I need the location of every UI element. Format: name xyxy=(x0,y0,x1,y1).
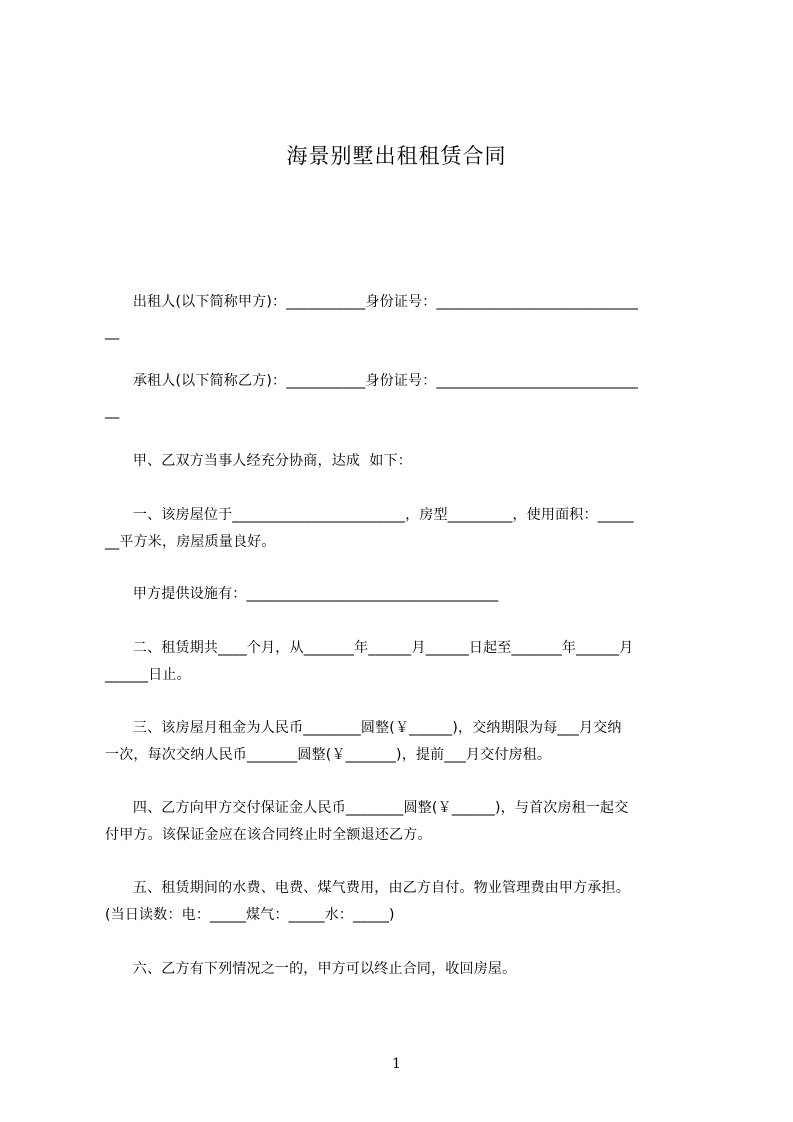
clause-5-line-2: (当日读数：电：_____煤气：_____水：_____) xyxy=(105,907,395,923)
lessee-line: 承租人(以下简称乙方)：___________身份证号：____________________________ xyxy=(105,373,639,389)
clause-5-line-1: 五、租赁期间的水费、电费、煤气费用，由乙方自付。物业管理费由甲方承担。 xyxy=(105,880,630,896)
page-number: 1 xyxy=(392,1056,401,1072)
lessor-line: 出租人(以下简称甲方)：___________身份证号：____________________________ xyxy=(105,294,639,310)
clause-2-line-1: 二、租赁期共____个月，从_______年______月______日起至_______年______月 xyxy=(105,640,634,656)
clause-1-line-2: __平方米，房屋质量良好。 xyxy=(105,534,276,550)
clause-6-line-1: 六、乙方有下列情况之一的，甲方可以终止合同，收回房屋。 xyxy=(105,961,517,977)
clause-1-line-1: 一、该房屋位于________________________，房型_________，使用面积：_____ xyxy=(105,507,634,523)
clause-4-line-1: 四、乙方向甲方交付保证金人民币________圆整(￥______)，与首次房租一起交 xyxy=(105,800,629,816)
agreement-intro: 甲、乙双方当事人经充分协商，达成 如下： xyxy=(105,453,413,469)
document-title: 海景别墅出租租赁合同 xyxy=(286,144,507,168)
lessee-line-continuation: __ xyxy=(105,403,120,419)
clause-4-line-2: 付甲方。该保证金应在该合同终止时全额退还乙方。 xyxy=(105,827,432,843)
lessor-line-continuation: __ xyxy=(105,324,120,340)
clause-3-line-1: 三、该房屋月租金为人民币________圆整(￥______)，交纳期限为每___月交纳 xyxy=(105,720,622,736)
clause-3-line-2: 一次，每次交纳人民币_______圆整(￥_______)，提前___月交付房租。 xyxy=(105,747,552,763)
facilities-line: 甲方提供设施有：___________________________________ xyxy=(105,586,499,602)
clause-2-line-2: ______日止。 xyxy=(105,667,191,683)
